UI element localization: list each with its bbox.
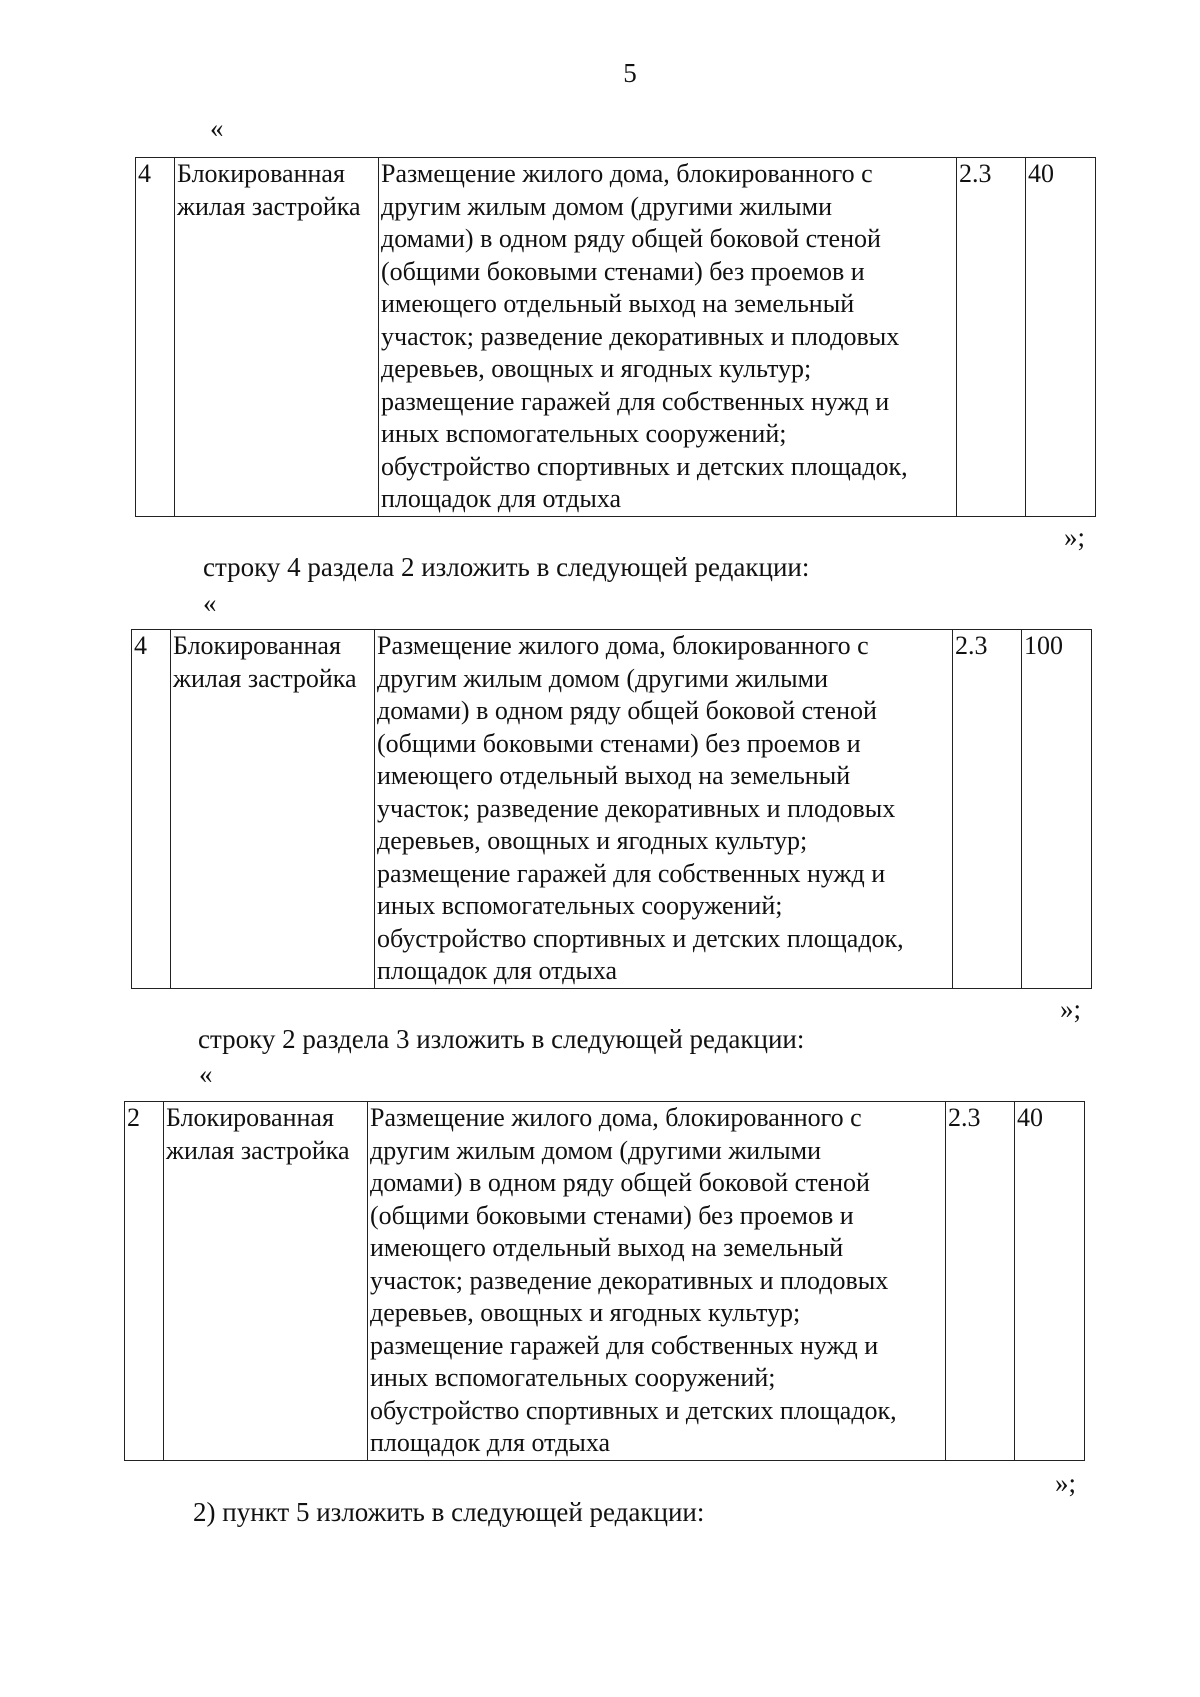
text-line: размещение гаражей для собственных нужд и bbox=[370, 1330, 879, 1360]
text-line: иных вспомогательных сооружений; bbox=[377, 891, 783, 920]
land-use-description bbox=[379, 158, 957, 517]
text-line: домами) в одном ряду общей боковой стеной bbox=[370, 1168, 870, 1197]
paragraph: строку 4 раздела 2 изложить в следующей редакции: bbox=[203, 552, 810, 582]
text-line: размещение гаражей для собственных нужд и bbox=[381, 386, 890, 416]
text-line: Размещение жилого дома, блокированного с bbox=[370, 1103, 862, 1132]
text-line: деревьев, овощных и ягодных культур; bbox=[370, 1298, 801, 1327]
text-line: обустройство спортивных и детских площадок, bbox=[377, 923, 904, 953]
text-line: Размещение жилого дома, блокированного с bbox=[381, 159, 873, 188]
text-line: другим жилым домом (другими жилыми bbox=[377, 663, 829, 693]
land-use-name bbox=[175, 158, 379, 517]
text-line: Блокированная bbox=[173, 631, 341, 660]
quote-close: »; bbox=[1055, 1468, 1077, 1498]
row-value: 100 bbox=[1022, 630, 1092, 989]
text-line: иных вспомогательных сооружений; bbox=[370, 1363, 776, 1392]
text-line: (общими боковыми стенами) без проемов и bbox=[377, 728, 861, 758]
text-line: участок; разведение декоративных и плодовых bbox=[381, 321, 900, 351]
table-row bbox=[136, 158, 1096, 517]
row-value: 40 bbox=[1015, 1102, 1085, 1461]
quote-close: »; bbox=[1064, 522, 1086, 552]
quote-open: « bbox=[203, 588, 217, 618]
text-line: жилая застройка bbox=[177, 191, 361, 221]
text-line: имеющего отдельный выход на земельный bbox=[377, 761, 851, 790]
text-line: другим жилым домом (другими жилыми bbox=[381, 191, 833, 221]
text-line: Блокированная bbox=[166, 1103, 334, 1132]
classifier-code: 2.3 bbox=[957, 158, 1026, 517]
text-line: (общими боковыми стенами) без проемов и bbox=[381, 256, 865, 286]
text-line: Размещение жилого дома, блокированного с bbox=[377, 631, 869, 660]
text-line: деревьев, овощных и ягодных культур; bbox=[381, 354, 812, 383]
page-number: 5 bbox=[623, 58, 637, 88]
land-use-description bbox=[368, 1102, 946, 1461]
text-line: жилая застройка bbox=[166, 1135, 350, 1165]
text-line: имеющего отдельный выход на земельный bbox=[381, 289, 855, 318]
classifier-code: 2.3 bbox=[946, 1102, 1015, 1461]
text-line: обустройство спортивных и детских площадок, bbox=[370, 1395, 897, 1425]
text-line: площадок для отдыха bbox=[381, 484, 622, 513]
text-line: Блокированная bbox=[177, 159, 345, 188]
row-number: 4 bbox=[136, 158, 175, 517]
text-line: домами) в одном ряду общей боковой стеной bbox=[381, 224, 881, 253]
row-number: 2 bbox=[125, 1102, 164, 1461]
land-use-description bbox=[375, 630, 953, 989]
row-value: 40 bbox=[1026, 158, 1096, 517]
text-line: участок; разведение декоративных и плодовых bbox=[370, 1265, 889, 1295]
amendment-table-3 bbox=[124, 1101, 1085, 1461]
quote-open: « bbox=[210, 113, 224, 143]
text-line: домами) в одном ряду общей боковой стеной bbox=[377, 696, 877, 725]
text-line: площадок для отдыха bbox=[377, 956, 618, 985]
land-use-name bbox=[164, 1102, 368, 1461]
row-number: 4 bbox=[132, 630, 171, 989]
table-row bbox=[125, 1102, 1085, 1461]
land-use-name bbox=[171, 630, 375, 989]
text-line: площадок для отдыха bbox=[370, 1428, 611, 1457]
text-line: (общими боковыми стенами) без проемов и bbox=[370, 1200, 854, 1230]
text-line: другим жилым домом (другими жилыми bbox=[370, 1135, 822, 1165]
paragraph: 2) пункт 5 изложить в следующей редакции: bbox=[193, 1497, 705, 1527]
text-line: деревьев, овощных и ягодных культур; bbox=[377, 826, 808, 855]
text-line: иных вспомогательных сооружений; bbox=[381, 419, 787, 448]
text-line: обустройство спортивных и детских площадок, bbox=[381, 451, 908, 481]
quote-close: »; bbox=[1060, 994, 1082, 1024]
quote-open: « bbox=[199, 1059, 213, 1089]
text-line: размещение гаражей для собственных нужд и bbox=[377, 858, 886, 888]
text-line: имеющего отдельный выход на земельный bbox=[370, 1233, 844, 1262]
amendment-table-1 bbox=[135, 157, 1096, 517]
amendment-table-2 bbox=[131, 629, 1092, 989]
text-line: жилая застройка bbox=[173, 663, 357, 693]
text-line: участок; разведение декоративных и плодовых bbox=[377, 793, 896, 823]
paragraph: строку 2 раздела 3 изложить в следующей редакции: bbox=[198, 1024, 805, 1054]
table-row bbox=[132, 630, 1092, 989]
classifier-code: 2.3 bbox=[953, 630, 1022, 989]
